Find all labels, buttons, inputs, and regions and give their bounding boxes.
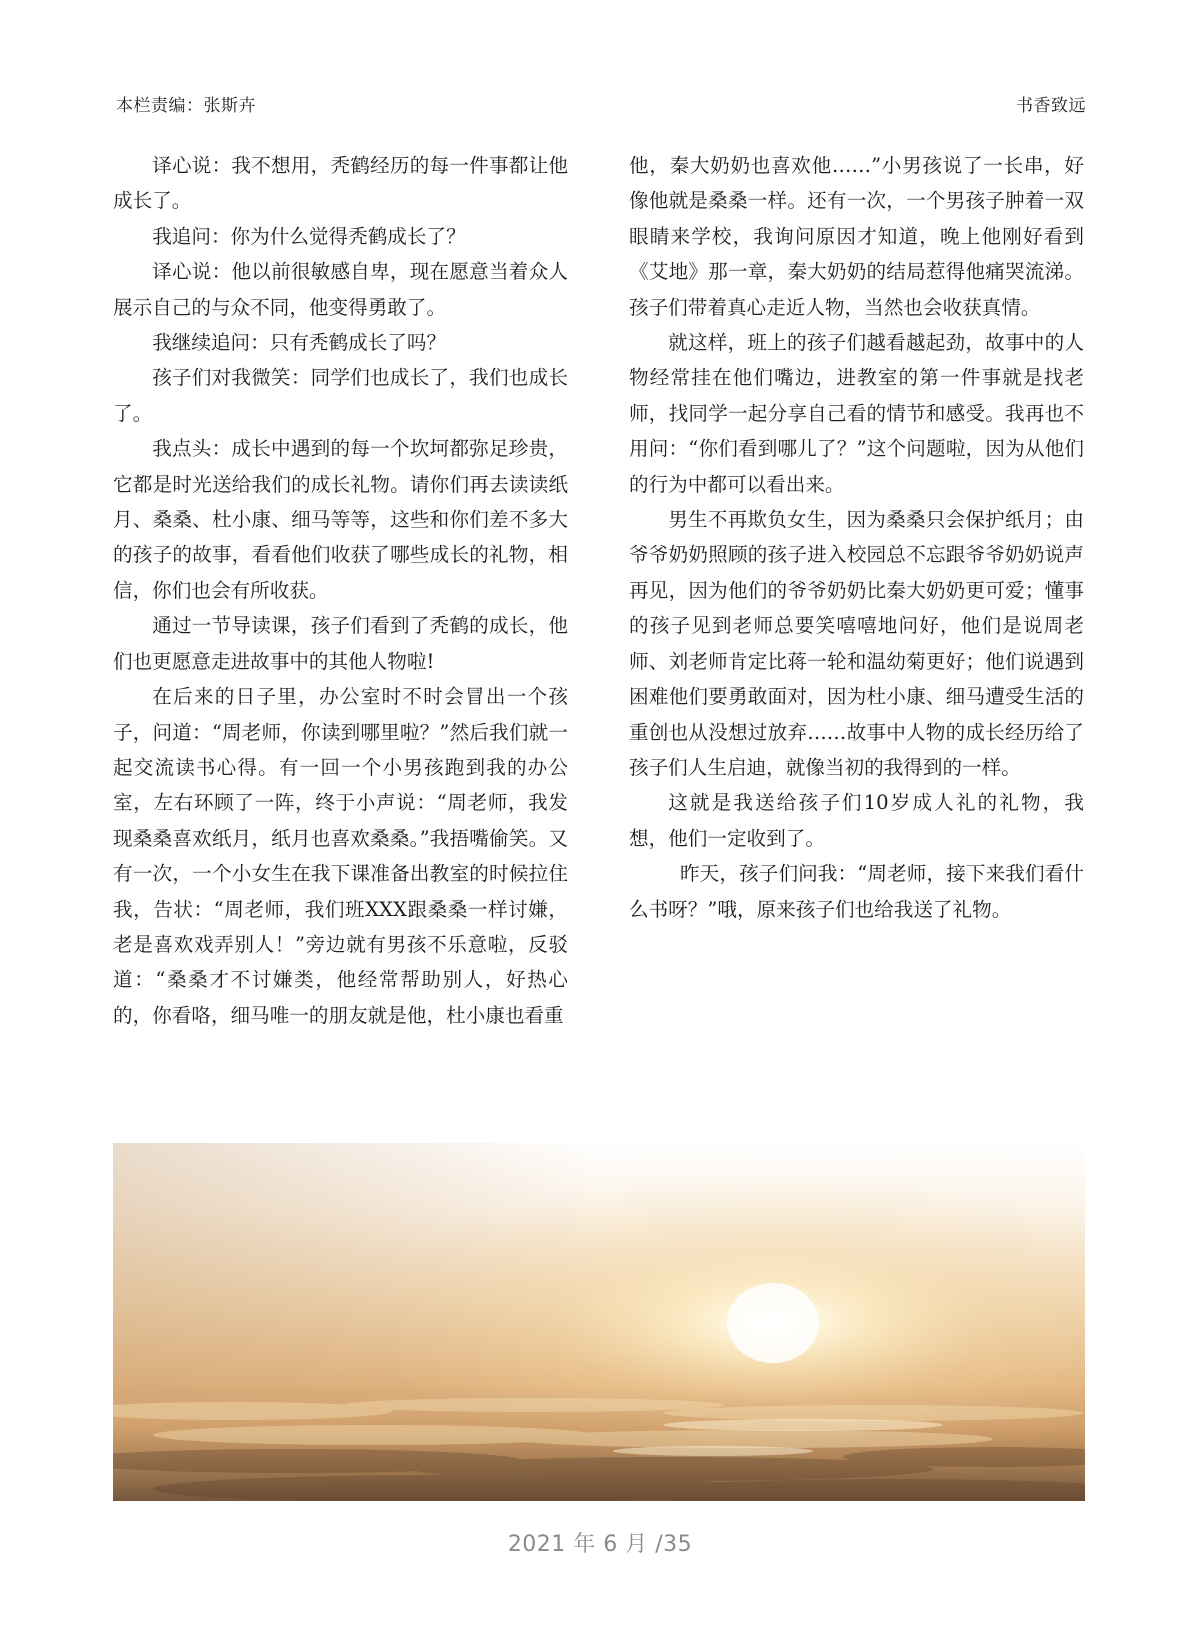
paragraph: 他，秦大奶奶也喜欢他……”小男孩说了一长串，好像他就是桑桑一样。还有一次，一个男孩子肿着一双眼睛来学校，我询问原因才知道，晚上他刚好看到《艾地》那一章，秦大奶奶的结局惹得他痛哭流涕。孩子们带着真心走近人物，当然也会收获真情。 (629, 154, 1084, 319)
article-column-right (629, 148, 1084, 927)
paragraph: 译心说：他以前很敏感自卑，现在愿意当着众人展示自己的与众不同，他变得勇敢了。 (113, 260, 568, 319)
paragraph: 昨天，孩子们问我：“周老师，接下来我们看什么书呀？”哦，原来孩子们也给我送了礼物。 (629, 862, 1084, 921)
sunrise-clouds-image (113, 1143, 1085, 1501)
paragraph: 通过一节导读课，孩子们看到了秃鹤的成长，他们也更愿意走进故事中的其他人物啦! (113, 614, 568, 673)
sunrise-clouds-photo (113, 1143, 1085, 1501)
paragraph: 我继续追问：只有秃鹤成长了吗？ (152, 331, 447, 355)
page-header-editor: 本栏责编：张斯卉 (116, 96, 256, 116)
paragraph: 这就是我送给孩子们10岁成人礼的礼物，我想，他们一定收到了。 (629, 791, 1084, 850)
paragraph: 就这样，班上的孩子们越看越起劲，故事中的人物经常挂在他们嘴边，进教室的第一件事就是找老师，找同学一起分享自己看的情节和感受。我再也不用问：“你们看到哪儿了？”这个问题啦，因为从他们的行为中都可以看出来。 (629, 331, 1084, 496)
paragraph: 我点头：成长中遇到的每一个坎坷都弥足珍贵，它都是时光送给我们的成长礼物。请你们再去读读纸月、桑桑、杜小康、细马等等，这些和你们差不多大的孩子的故事，看看他们收获了哪些成长的礼物，相信，你们也会有所收获。 (113, 437, 568, 602)
page-header-column-name: 书香致远 (1016, 96, 1086, 116)
article-column-left (113, 148, 568, 1033)
paragraph: 男生不再欺负女生，因为桑桑只会保护纸月；由爷爷奶奶照顾的孩子进入校园总不忘跟爷爷奶奶说声再见，因为他们的爷爷奶奶比秦大奶奶更可爱；懂事的孩子见到老师总要笑嘻嘻地问好，他们是说周老师、刘老师肯定比蒋一轮和温幼菊更好；他们说遇到困难他们要勇敢面对，因为杜小康、细马遭受生活的重创也从没想过放弃……故事中人物的成长经历给了孩子们人生启迪，就像当初的我得到的一样。 (629, 508, 1084, 779)
paragraph: 我追问：你为什么觉得秃鹤成长了？ (152, 224, 466, 248)
paragraph: 在后来的日子里，办公室时不时会冒出一个孩子，问道：“周老师，你读到哪里啦？”然后我们就一起交流读书心得。有一回一个小男孩跑到我的办公室，左右环顾了一阵，终于小声说：“周老师，我发现桑桑喜欢纸月，纸月也喜欢桑桑。”我捂嘴偷笑。又有一次，一个小女生在我下课准备出教室的时候拉住我，告状：“周老师，我们班XXX跟桑桑一样讨嫌，老是喜欢戏弄别人！”旁边就有男孩不乐意啦，反驳道：“桑桑才不讨嫌类，他经常帮助别人，好热心的，你看咯，细马唯一的朋友就是他，杜小康也看重 (113, 685, 568, 1027)
paragraph: 孩子们对我微笑：同学们也成长了，我们也成长了。 (113, 366, 568, 425)
page-footer-date-page-number: 2021 年 6 月 /35 (507, 1532, 693, 1557)
paragraph: 译心说：我不想用，秃鹤经历的每一件事都让他成长了。 (113, 154, 568, 213)
